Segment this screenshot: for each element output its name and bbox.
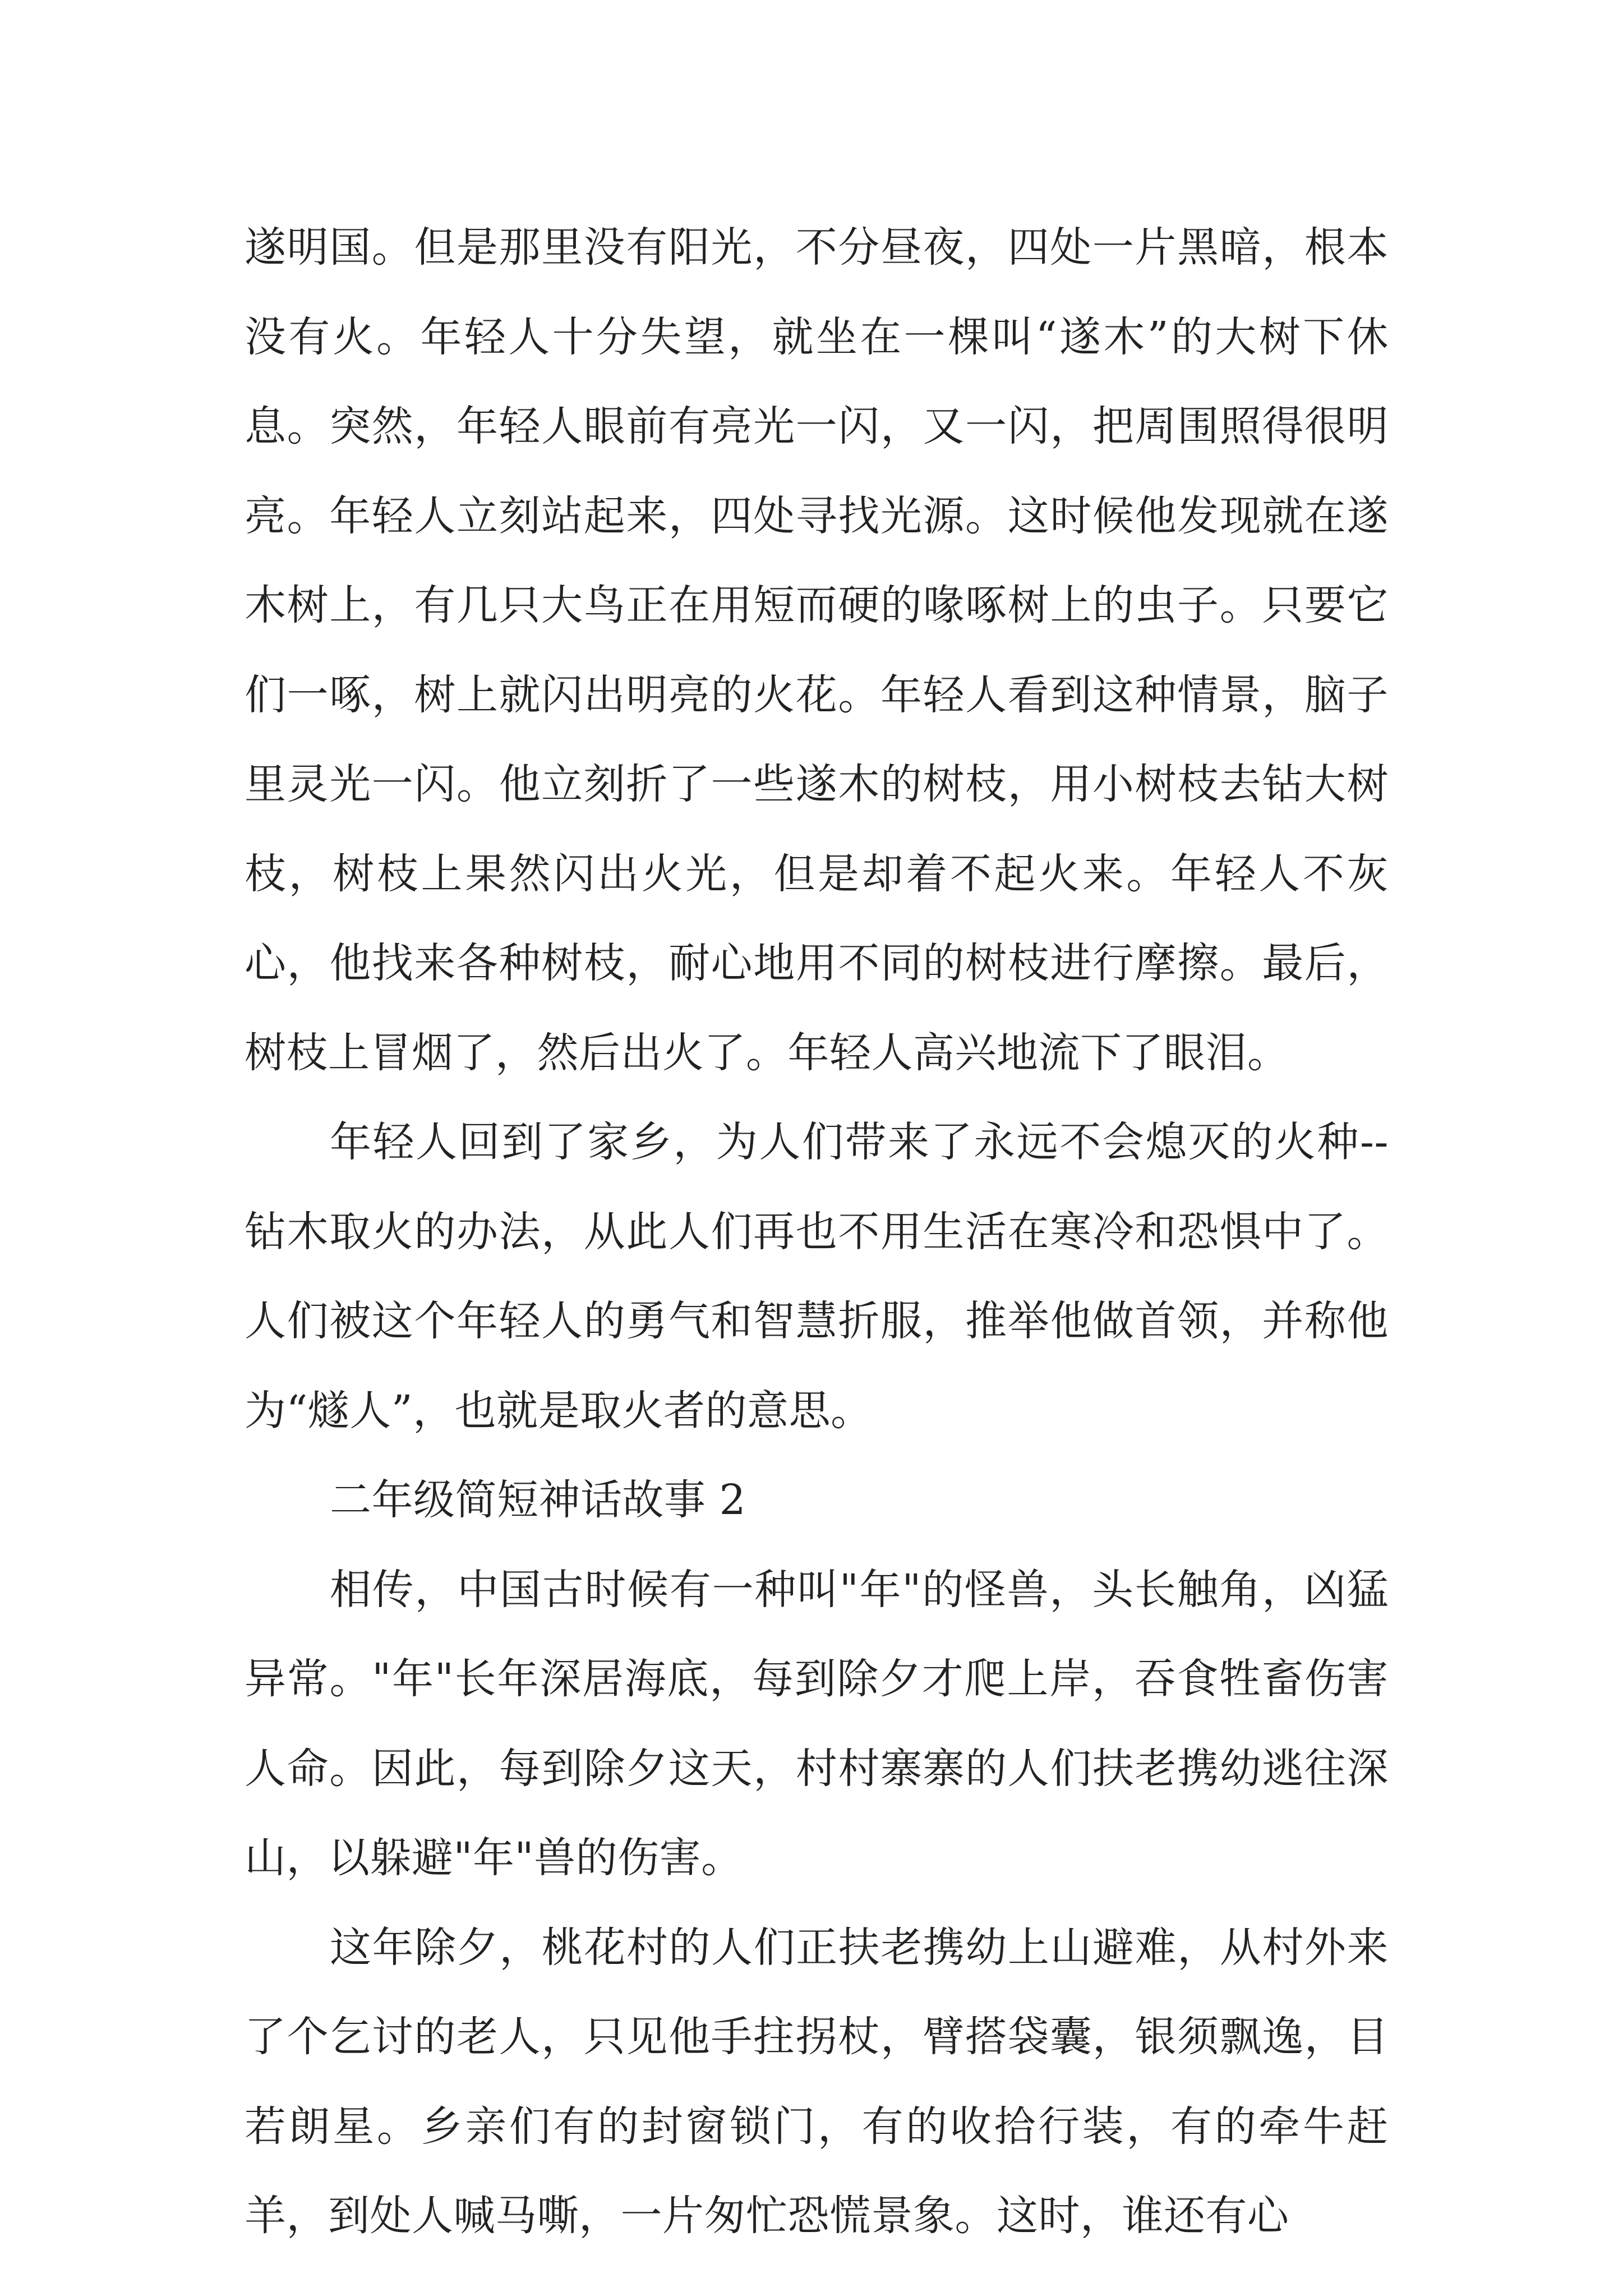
document-body <box>245 203 1389 2261</box>
section-heading: 二年级简短神话故事 2 <box>330 1476 746 1524</box>
paragraph-nian-legend: 相传，中国古时候有一种叫"年"的怪兽，头长触角，凶猛异常。"年"长年深居海底，每到除夕才爬上岸，吞食牲畜伤害人命。因此，每到除夕这天，村村寨寨的人们扶老携幼逃往深山，以躲避"年"兽的伤害。 <box>245 1565 1389 1882</box>
paragraph-fire-homecoming: 年轻人回到了家乡，为人们带来了永远不会熄灭的火种--钻木取火的办法，从此人们再也不用生活在寒冷和恐惧中了。人们被这个年轻人的勇气和智慧折服，推举他做首领，并称他为“燧人”，也就是取火者的意思。 <box>245 1118 1389 1435</box>
paragraph-suiming-continuation: 遂明国。但是那里没有阳光，不分昼夜，四处一片黑暗，根本没有火。年轻人十分失望，就坐在一棵叫“遂木”的大树下休息。突然，年轻人眼前有亮光一闪，又一闪，把周围照得很明亮。年轻人立刻站起来，四处寻找光源。这时候他发现就在遂木树上，有几只大鸟正在用短而硬的喙啄树上的虫子。只要它们一啄，树上就闪出明亮的火花。年轻人看到这种情景，脑子里灵光一闪。他立刻折了一些遂木的树枝，用小树枝去钻大树枝，树枝上果然闪出火光，但是却着不起火来。年轻人不灰心，他找来各种树枝，耐心地用不同的树枝进行摩擦。最后，树枝上冒烟了，然后出火了。年轻人高兴地流下了眼泪。 <box>245 223 1389 1077</box>
paragraph-peach-village: 这年除夕，桃花村的人们正扶老携幼上山避难，从村外来了个乞讨的老人，只见他手拄拐杖，臂搭袋囊，银须飘逸，目若朗星。乡亲们有的封窗锁门，有的收拾行装，有的牵牛赶羊，到处人喊马嘶，一片匆忙恐慌景象。这时，谁还有心 <box>245 1923 1389 2240</box>
